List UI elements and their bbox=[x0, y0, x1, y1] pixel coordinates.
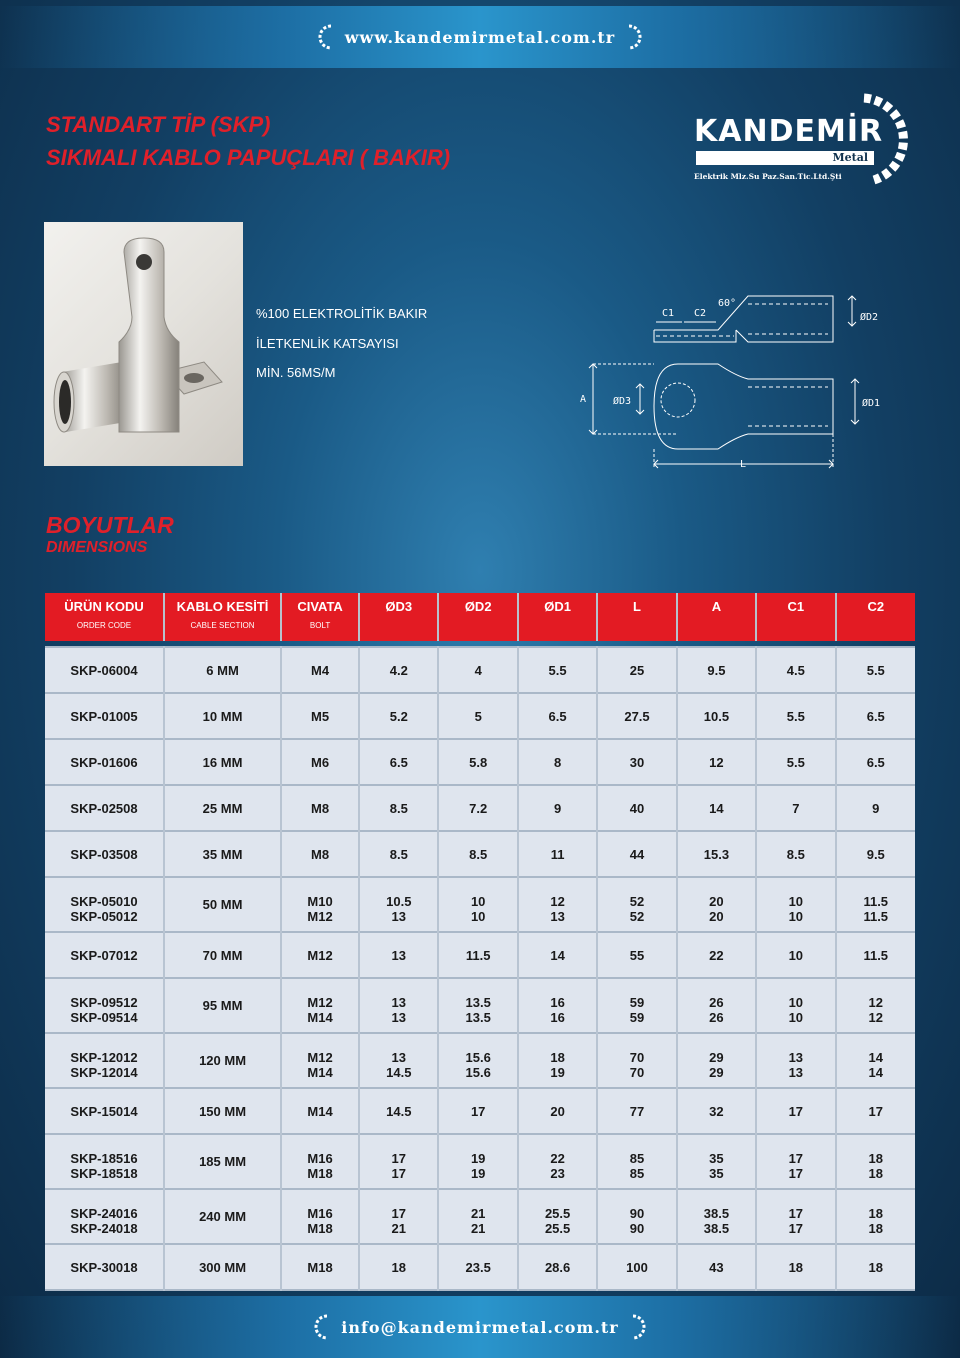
c1-cell: 17 bbox=[756, 1189, 835, 1221]
l-cell: 90 bbox=[597, 1189, 676, 1221]
bolt-cell: M10 bbox=[281, 877, 359, 909]
a-cell: 22 bbox=[677, 932, 756, 978]
order-code-cell: SKP-09512 bbox=[45, 978, 164, 1010]
column-header-label: L bbox=[633, 599, 641, 614]
od1-cell: 22 bbox=[518, 1134, 597, 1166]
l-cell: 77 bbox=[597, 1088, 676, 1134]
swirl-left-icon bbox=[311, 1313, 333, 1341]
a-cell: 32 bbox=[677, 1088, 756, 1134]
c1-cell: 13 bbox=[756, 1065, 835, 1088]
a-cell: 15.3 bbox=[677, 831, 756, 877]
od3-cell: 4.2 bbox=[359, 647, 438, 693]
c2-cell: 11.5 bbox=[836, 932, 915, 978]
diagram-angle: 60° bbox=[718, 298, 737, 309]
od2-cell: 17 bbox=[438, 1088, 517, 1134]
c2-cell: 9.5 bbox=[836, 831, 915, 877]
od3-cell: 17 bbox=[359, 1166, 438, 1189]
logo-subtitle: Elektrik Mlz.Su Paz.San.Tic.Ltd.Şti bbox=[694, 172, 842, 181]
c2-cell: 18 bbox=[836, 1134, 915, 1166]
dimensions-heading bbox=[46, 512, 174, 558]
l-cell: 59 bbox=[597, 978, 676, 1010]
od1-cell: 6.5 bbox=[518, 693, 597, 739]
od1-cell: 19 bbox=[518, 1065, 597, 1088]
od3-cell: 18 bbox=[359, 1244, 438, 1290]
a-cell: 38.5 bbox=[677, 1189, 756, 1221]
l-cell: 27.5 bbox=[597, 693, 676, 739]
od1-cell: 25.5 bbox=[518, 1189, 597, 1221]
od1-cell: 28.6 bbox=[518, 1244, 597, 1290]
bolt-cell: M18 bbox=[281, 1221, 359, 1244]
l-cell: 52 bbox=[597, 909, 676, 932]
od2-cell: 15.6 bbox=[438, 1065, 517, 1088]
order-code-cell: SKP-03508 bbox=[45, 831, 164, 877]
table-row bbox=[45, 1244, 915, 1290]
column-header bbox=[518, 593, 597, 641]
od3-cell: 8.5 bbox=[359, 785, 438, 831]
c1-cell: 17 bbox=[756, 1166, 835, 1189]
od2-cell: 21 bbox=[438, 1221, 517, 1244]
l-cell: 85 bbox=[597, 1166, 676, 1189]
cable-section-cell: 185 MM bbox=[164, 1134, 281, 1189]
order-code-cell: SKP-06004 bbox=[45, 647, 164, 693]
bolt-cell: M8 bbox=[281, 831, 359, 877]
od2-cell: 5 bbox=[438, 693, 517, 739]
technical-drawing bbox=[578, 284, 888, 474]
column-header bbox=[45, 593, 164, 641]
od1-cell: 25.5 bbox=[518, 1221, 597, 1244]
bolt-cell: M12 bbox=[281, 1033, 359, 1065]
column-header bbox=[597, 593, 676, 641]
column-header bbox=[677, 593, 756, 641]
l-cell: 25 bbox=[597, 647, 676, 693]
column-header bbox=[164, 593, 281, 641]
c2-cell: 18 bbox=[836, 1166, 915, 1189]
a-cell: 29 bbox=[677, 1065, 756, 1088]
od3-cell: 14.5 bbox=[359, 1088, 438, 1134]
dimensions-title: BOYUTLAR bbox=[46, 512, 174, 538]
table-row bbox=[45, 1033, 915, 1065]
column-header-label: ØD3 bbox=[385, 599, 413, 614]
bolt-cell: M12 bbox=[281, 909, 359, 932]
column-header-label: C1 bbox=[787, 599, 805, 614]
l-cell: 59 bbox=[597, 1010, 676, 1033]
od2-cell: 4 bbox=[438, 647, 517, 693]
l-cell: 70 bbox=[597, 1033, 676, 1065]
od2-cell: 10 bbox=[438, 909, 517, 932]
od2-cell: 13.5 bbox=[438, 1010, 517, 1033]
od1-cell: 12 bbox=[518, 877, 597, 909]
bolt-cell: M4 bbox=[281, 647, 359, 693]
company-logo bbox=[694, 96, 914, 190]
a-cell: 12 bbox=[677, 739, 756, 785]
c2-cell: 12 bbox=[836, 978, 915, 1010]
column-header-sublabel: ORDER CODE bbox=[76, 621, 132, 630]
bolt-cell: M16 bbox=[281, 1189, 359, 1221]
a-cell: 35 bbox=[677, 1134, 756, 1166]
od1-cell: 18 bbox=[518, 1033, 597, 1065]
bolt-cell: M14 bbox=[281, 1065, 359, 1088]
bolt-cell: M5 bbox=[281, 693, 359, 739]
diagram-label-l: L bbox=[740, 459, 747, 470]
l-cell: 55 bbox=[597, 932, 676, 978]
table-header-row bbox=[45, 593, 915, 641]
l-cell: 100 bbox=[597, 1244, 676, 1290]
c1-cell: 10 bbox=[756, 932, 835, 978]
c1-cell: 5.5 bbox=[756, 693, 835, 739]
order-code-cell: SKP-18518 bbox=[45, 1166, 164, 1189]
c2-cell: 18 bbox=[836, 1244, 915, 1290]
od2-cell: 5.8 bbox=[438, 739, 517, 785]
table-row bbox=[45, 785, 915, 831]
a-cell: 10.5 bbox=[677, 693, 756, 739]
c1-cell: 5.5 bbox=[756, 739, 835, 785]
od2-cell: 15.6 bbox=[438, 1033, 517, 1065]
cable-section-cell: 35 MM bbox=[164, 831, 281, 877]
l-cell: 70 bbox=[597, 1065, 676, 1088]
order-code-cell: SKP-24016 bbox=[45, 1189, 164, 1221]
od2-cell: 19 bbox=[438, 1134, 517, 1166]
od1-cell: 23 bbox=[518, 1166, 597, 1189]
l-cell: 90 bbox=[597, 1221, 676, 1244]
od1-cell: 16 bbox=[518, 978, 597, 1010]
column-header bbox=[438, 593, 517, 641]
l-cell: 40 bbox=[597, 785, 676, 831]
od2-cell: 13.5 bbox=[438, 978, 517, 1010]
bolt-cell: M14 bbox=[281, 1010, 359, 1033]
column-header-label: ÜRÜN KODU bbox=[64, 599, 144, 614]
column-header-label: CIVATA bbox=[297, 599, 343, 614]
title-line-1: STANDART TİP (SKP) bbox=[46, 112, 271, 137]
cable-section-cell: 150 MM bbox=[164, 1088, 281, 1134]
bolt-cell: M14 bbox=[281, 1088, 359, 1134]
column-header-sublabel: CABLE SECTION bbox=[190, 621, 255, 630]
bolt-cell: M12 bbox=[281, 978, 359, 1010]
c1-cell: 13 bbox=[756, 1033, 835, 1065]
od3-cell: 17 bbox=[359, 1134, 438, 1166]
c2-cell: 12 bbox=[836, 1010, 915, 1033]
l-cell: 44 bbox=[597, 831, 676, 877]
c1-cell: 7 bbox=[756, 785, 835, 831]
od3-cell: 21 bbox=[359, 1221, 438, 1244]
column-header-label: ØD1 bbox=[544, 599, 571, 614]
diagram-label-od2: ØD2 bbox=[860, 312, 879, 323]
column-header bbox=[281, 593, 359, 641]
table-row bbox=[45, 831, 915, 877]
c1-cell: 17 bbox=[756, 1134, 835, 1166]
email-link[interactable]: info@kandemirmetal.com.tr bbox=[341, 1317, 619, 1337]
order-code-cell: SKP-05010 bbox=[45, 877, 164, 909]
bolt-cell: M18 bbox=[281, 1166, 359, 1189]
order-code-cell: SKP-01005 bbox=[45, 693, 164, 739]
column-header bbox=[756, 593, 835, 641]
c1-cell: 10 bbox=[756, 909, 835, 932]
logo-metal: Metal bbox=[696, 151, 874, 165]
order-code-cell: SKP-02508 bbox=[45, 785, 164, 831]
a-cell: 20 bbox=[677, 877, 756, 909]
page-title bbox=[46, 108, 450, 174]
cable-section-cell: 10 MM bbox=[164, 693, 281, 739]
product-photo bbox=[44, 222, 243, 466]
od3-cell: 13 bbox=[359, 1010, 438, 1033]
property-line-3: MİN. 56MS/M bbox=[256, 365, 336, 380]
column-header bbox=[359, 593, 438, 641]
od1-cell: 20 bbox=[518, 1088, 597, 1134]
od3-cell: 6.5 bbox=[359, 739, 438, 785]
od1-cell: 9 bbox=[518, 785, 597, 831]
column-header-label: ØD2 bbox=[464, 599, 492, 614]
l-cell: 30 bbox=[597, 739, 676, 785]
od2-cell: 8.5 bbox=[438, 831, 517, 877]
c2-cell: 11.5 bbox=[836, 877, 915, 909]
bolt-cell: M18 bbox=[281, 1244, 359, 1290]
order-code-cell: SKP-07012 bbox=[45, 932, 164, 978]
table-row bbox=[45, 932, 915, 978]
c1-cell: 17 bbox=[756, 1221, 835, 1244]
table-row bbox=[45, 647, 915, 693]
od3-cell: 14.5 bbox=[359, 1065, 438, 1088]
a-cell: 43 bbox=[677, 1244, 756, 1290]
table-row bbox=[45, 693, 915, 739]
c2-cell: 5.5 bbox=[836, 647, 915, 693]
od2-cell: 21 bbox=[438, 1189, 517, 1221]
c2-cell: 6.5 bbox=[836, 693, 915, 739]
diagram-label-od1: ØD1 bbox=[862, 398, 881, 409]
swirl-right-icon bbox=[627, 1313, 649, 1341]
dimensions-subtitle: DIMENSIONS bbox=[46, 539, 148, 556]
column-header-label: C2 bbox=[867, 599, 885, 614]
od1-cell: 13 bbox=[518, 909, 597, 932]
od3-cell: 10.5 bbox=[359, 877, 438, 909]
c1-cell: 10 bbox=[756, 1010, 835, 1033]
header-url-bar bbox=[0, 6, 960, 68]
od3-cell: 13 bbox=[359, 909, 438, 932]
od1-cell: 14 bbox=[518, 932, 597, 978]
c2-cell: 14 bbox=[836, 1033, 915, 1065]
table-row bbox=[45, 1088, 915, 1134]
od1-cell: 11 bbox=[518, 831, 597, 877]
bolt-cell: M8 bbox=[281, 785, 359, 831]
a-cell: 29 bbox=[677, 1033, 756, 1065]
cable-section-cell: 50 MM bbox=[164, 877, 281, 932]
cable-lug-image bbox=[44, 222, 243, 466]
od3-cell: 13 bbox=[359, 1033, 438, 1065]
cable-section-cell: 25 MM bbox=[164, 785, 281, 831]
od2-cell: 23.5 bbox=[438, 1244, 517, 1290]
diagram-label-c2: C2 bbox=[694, 308, 707, 319]
property-line-2: İLETKENLİK KATSAYISI bbox=[256, 335, 399, 351]
footer-email-bar bbox=[0, 1296, 960, 1358]
table-row bbox=[45, 739, 915, 785]
cable-section-cell: 95 MM bbox=[164, 978, 281, 1033]
material-properties bbox=[256, 306, 427, 395]
l-cell: 85 bbox=[597, 1134, 676, 1166]
od3-cell: 5.2 bbox=[359, 693, 438, 739]
c1-cell: 10 bbox=[756, 978, 835, 1010]
c2-cell: 18 bbox=[836, 1221, 915, 1244]
column-header bbox=[836, 593, 915, 641]
od1-cell: 8 bbox=[518, 739, 597, 785]
cable-section-cell: 70 MM bbox=[164, 932, 281, 978]
order-code-cell: SKP-15014 bbox=[45, 1088, 164, 1134]
cable-section-cell: 16 MM bbox=[164, 739, 281, 785]
c2-cell: 11.5 bbox=[836, 909, 915, 932]
order-code-cell: SKP-12014 bbox=[45, 1065, 164, 1088]
diagram-label-a: A bbox=[580, 394, 587, 405]
c1-cell: 8.5 bbox=[756, 831, 835, 877]
cable-section-cell: 300 MM bbox=[164, 1244, 281, 1290]
c1-cell: 10 bbox=[756, 877, 835, 909]
swirl-left-icon bbox=[315, 23, 337, 51]
cable-section-cell: 120 MM bbox=[164, 1033, 281, 1088]
logo-name: KANDEMİR bbox=[694, 114, 884, 149]
od1-cell: 5.5 bbox=[518, 647, 597, 693]
table-row bbox=[45, 978, 915, 1010]
od2-cell: 10 bbox=[438, 877, 517, 909]
order-code-cell: SKP-01606 bbox=[45, 739, 164, 785]
od1-cell: 16 bbox=[518, 1010, 597, 1033]
order-code-cell: SKP-05012 bbox=[45, 909, 164, 932]
column-header-sublabel: BOLT bbox=[309, 621, 331, 630]
a-cell: 26 bbox=[677, 1010, 756, 1033]
od3-cell: 13 bbox=[359, 932, 438, 978]
a-cell: 26 bbox=[677, 978, 756, 1010]
diagram-label-c1: C1 bbox=[662, 308, 675, 319]
c1-cell: 17 bbox=[756, 1088, 835, 1134]
order-code-cell: SKP-24018 bbox=[45, 1221, 164, 1244]
order-code-cell: SKP-09514 bbox=[45, 1010, 164, 1033]
a-cell: 9.5 bbox=[677, 647, 756, 693]
od3-cell: 17 bbox=[359, 1189, 438, 1221]
property-line-1: %100 ELEKTROLİTİK BAKIR bbox=[256, 306, 428, 321]
od3-cell: 13 bbox=[359, 978, 438, 1010]
order-code-cell: SKP-30018 bbox=[45, 1244, 164, 1290]
website-link[interactable]: www.kandemirmetal.com.tr bbox=[344, 27, 616, 47]
dimensions-table bbox=[45, 593, 915, 1291]
table-row bbox=[45, 1134, 915, 1166]
swirl-right-icon bbox=[623, 23, 645, 51]
c2-cell: 18 bbox=[836, 1189, 915, 1221]
a-cell: 35 bbox=[677, 1166, 756, 1189]
od3-cell: 8.5 bbox=[359, 831, 438, 877]
l-cell: 52 bbox=[597, 877, 676, 909]
c2-cell: 9 bbox=[836, 785, 915, 831]
column-header-label: KABLO KESİTİ bbox=[176, 599, 269, 614]
order-code-cell: SKP-18516 bbox=[45, 1134, 164, 1166]
diagram-label-od3: ØD3 bbox=[613, 396, 632, 407]
a-cell: 14 bbox=[677, 785, 756, 831]
order-code-cell: SKP-12012 bbox=[45, 1033, 164, 1065]
bolt-cell: M12 bbox=[281, 932, 359, 978]
od2-cell: 7.2 bbox=[438, 785, 517, 831]
table-row bbox=[45, 1189, 915, 1221]
c1-cell: 18 bbox=[756, 1244, 835, 1290]
bolt-cell: M6 bbox=[281, 739, 359, 785]
cable-section-cell: 240 MM bbox=[164, 1189, 281, 1244]
c2-cell: 14 bbox=[836, 1065, 915, 1088]
a-cell: 38.5 bbox=[677, 1221, 756, 1244]
column-header-label: A bbox=[711, 599, 722, 614]
cable-section-cell: 6 MM bbox=[164, 647, 281, 693]
od2-cell: 19 bbox=[438, 1166, 517, 1189]
title-line-2: SIKMALI KABLO PAPUÇLARI ( BAKIR) bbox=[46, 145, 451, 170]
c2-cell: 17 bbox=[836, 1088, 915, 1134]
c1-cell: 4.5 bbox=[756, 647, 835, 693]
table-row bbox=[45, 877, 915, 909]
bolt-cell: M16 bbox=[281, 1134, 359, 1166]
c2-cell: 6.5 bbox=[836, 739, 915, 785]
od2-cell: 11.5 bbox=[438, 932, 517, 978]
a-cell: 20 bbox=[677, 909, 756, 932]
